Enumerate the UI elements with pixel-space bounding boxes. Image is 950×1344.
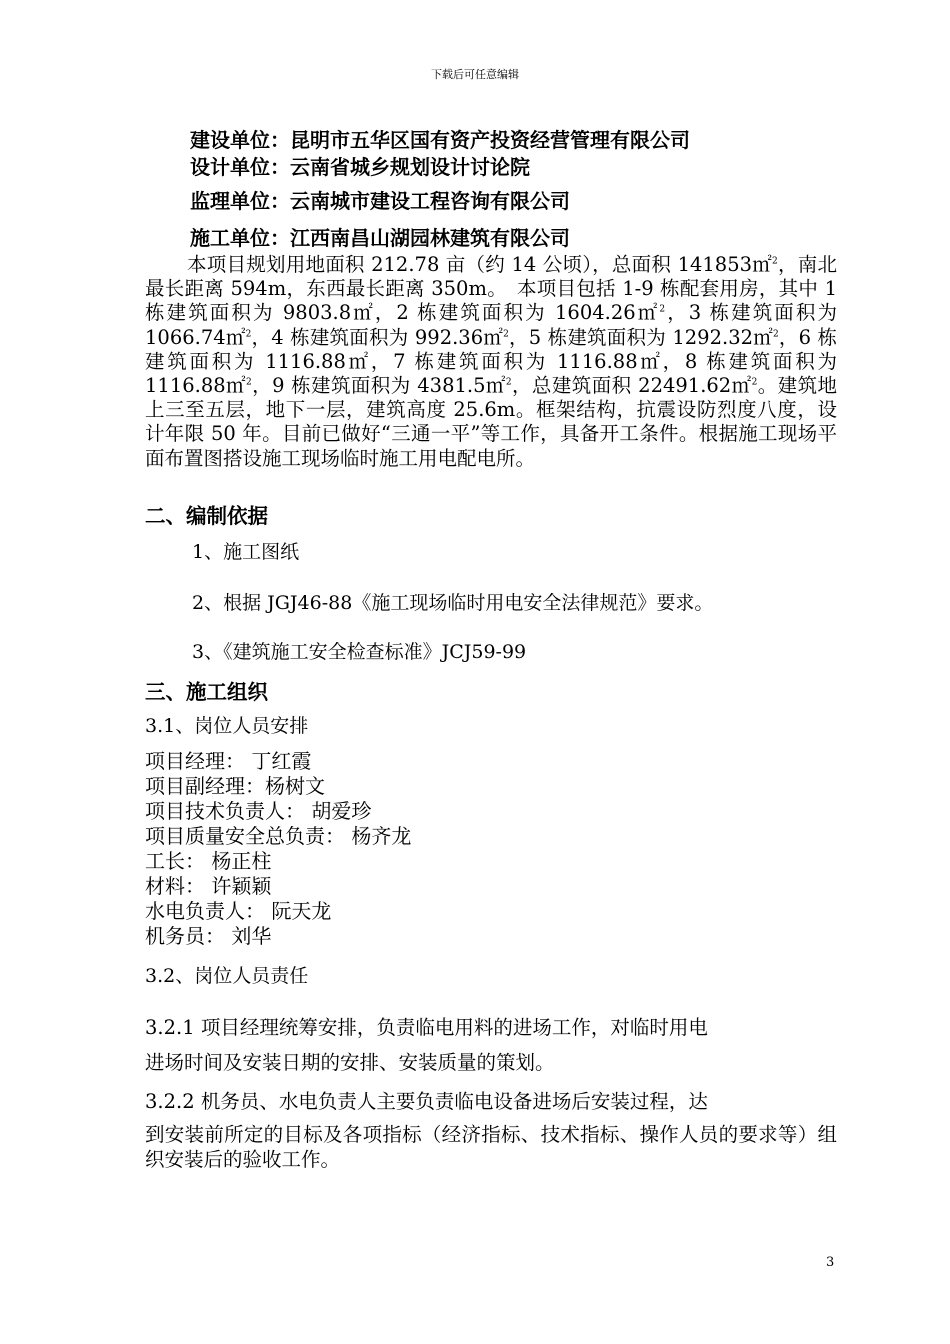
staff-list (145, 749, 411, 949)
unit-supervision (190, 185, 570, 214)
section-2-title: 二、编制依据 (145, 504, 268, 528)
unit-value: 江西南昌山湖园林建筑有限公司 (290, 226, 570, 250)
unit-contractor (190, 222, 570, 251)
staff-item: 项目副经理：杨树文 (145, 774, 325, 798)
unit-label: 建设单位： (190, 128, 290, 152)
responsibility-1-line-1: 3.2.1 项目经理统筹安排，负责临电用料的进场工作，对临时用电 (145, 1016, 708, 1039)
unit-value: 云南省城乡规划设计讨论院 (290, 155, 530, 179)
unit-label: 设计单位： (190, 155, 290, 179)
basis-item-2: 2、根据 JGJ46-88《施工现场临时用电安全法律规范》要求。 (192, 592, 714, 614)
page-header: 下载后可任意编辑 (431, 68, 519, 81)
staff-item: 项目质量安全总负责： 杨齐龙 (145, 824, 412, 848)
unit-design (190, 151, 530, 180)
page-number: 3 (826, 1255, 835, 1270)
subsection-3-1: 3.1、岗位人员安排 (145, 715, 309, 737)
unit-construction (190, 124, 690, 153)
staff-item: 材料： 许颖颖 (145, 874, 272, 898)
unit-value: 昆明市五华区国有资产投资经营管理有限公司 (290, 128, 690, 152)
staff-item: 项目技术负责人： 胡爱珍 (145, 799, 372, 823)
project-overview: 本项目规划用地面积 212.78 亩（约 14 公顷），总面积 141853㎡$^2$，南北最长距离 594m，东西最长距离 350m。 本项目包括 1-9 栋配套用房，其中 1 栋建筑面积为 9803.8㎡，2 栋建筑面积为 1604.26㎡$^2$，3 栋建筑面积为 1066.74㎡$^2$，4 栋建筑面积为 992.36㎡$^2$，5 栋建筑面积为 1292.32㎡$^2$，6 栋建筑面积为 1116.88㎡，7 栋建筑面积为 1116.88㎡，8 栋建筑面积为 1116.88㎡$^2$，9 栋建筑面积为 4381.5㎡$^2$，总建筑面积 22491.62㎡$^2$。建筑地上三至五层，地下一层，建筑高度 25.6m。框架结构，抗震设防烈度八度，设计年限 50 年。目前已做好“三通一平”等工作，具备开工条件。根据施工现场平面布置图搭设施工现场临时施工用电配电所。 (145, 253, 837, 470)
section-3-title: 三、施工组织 (145, 680, 268, 704)
staff-item: 水电负责人： 阮天龙 (145, 899, 332, 923)
staff-item: 项目经理： 丁红霞 (145, 749, 312, 773)
basis-item-3: 3、《建筑施工安全检查标准》JCJ59-99 (192, 641, 527, 663)
basis-item-1: 1、施工图纸 (192, 541, 300, 563)
unit-label: 监理单位： (190, 189, 290, 213)
responsibility-1-line-2: 进场时间及安装日期的安排、安装质量的策划。 (145, 1051, 555, 1074)
unit-label: 施工单位： (190, 226, 290, 250)
responsibility-2-line-1: 3.2.2 机务员、水电负责人主要负责临电设备进场后安装过程，达 (145, 1090, 708, 1113)
responsibility-2-line-2: 到安装前所定的目标及各项指标（经济指标、技术指标、操作人员的要求等）组织安装后的验收工作。 (145, 1123, 837, 1171)
unit-value: 云南城市建设工程咨询有限公司 (290, 189, 570, 213)
subsection-3-2: 3.2、岗位人员责任 (145, 965, 309, 987)
staff-item: 机务员： 刘华 (145, 924, 272, 948)
staff-item: 工长： 杨正柱 (145, 849, 272, 873)
